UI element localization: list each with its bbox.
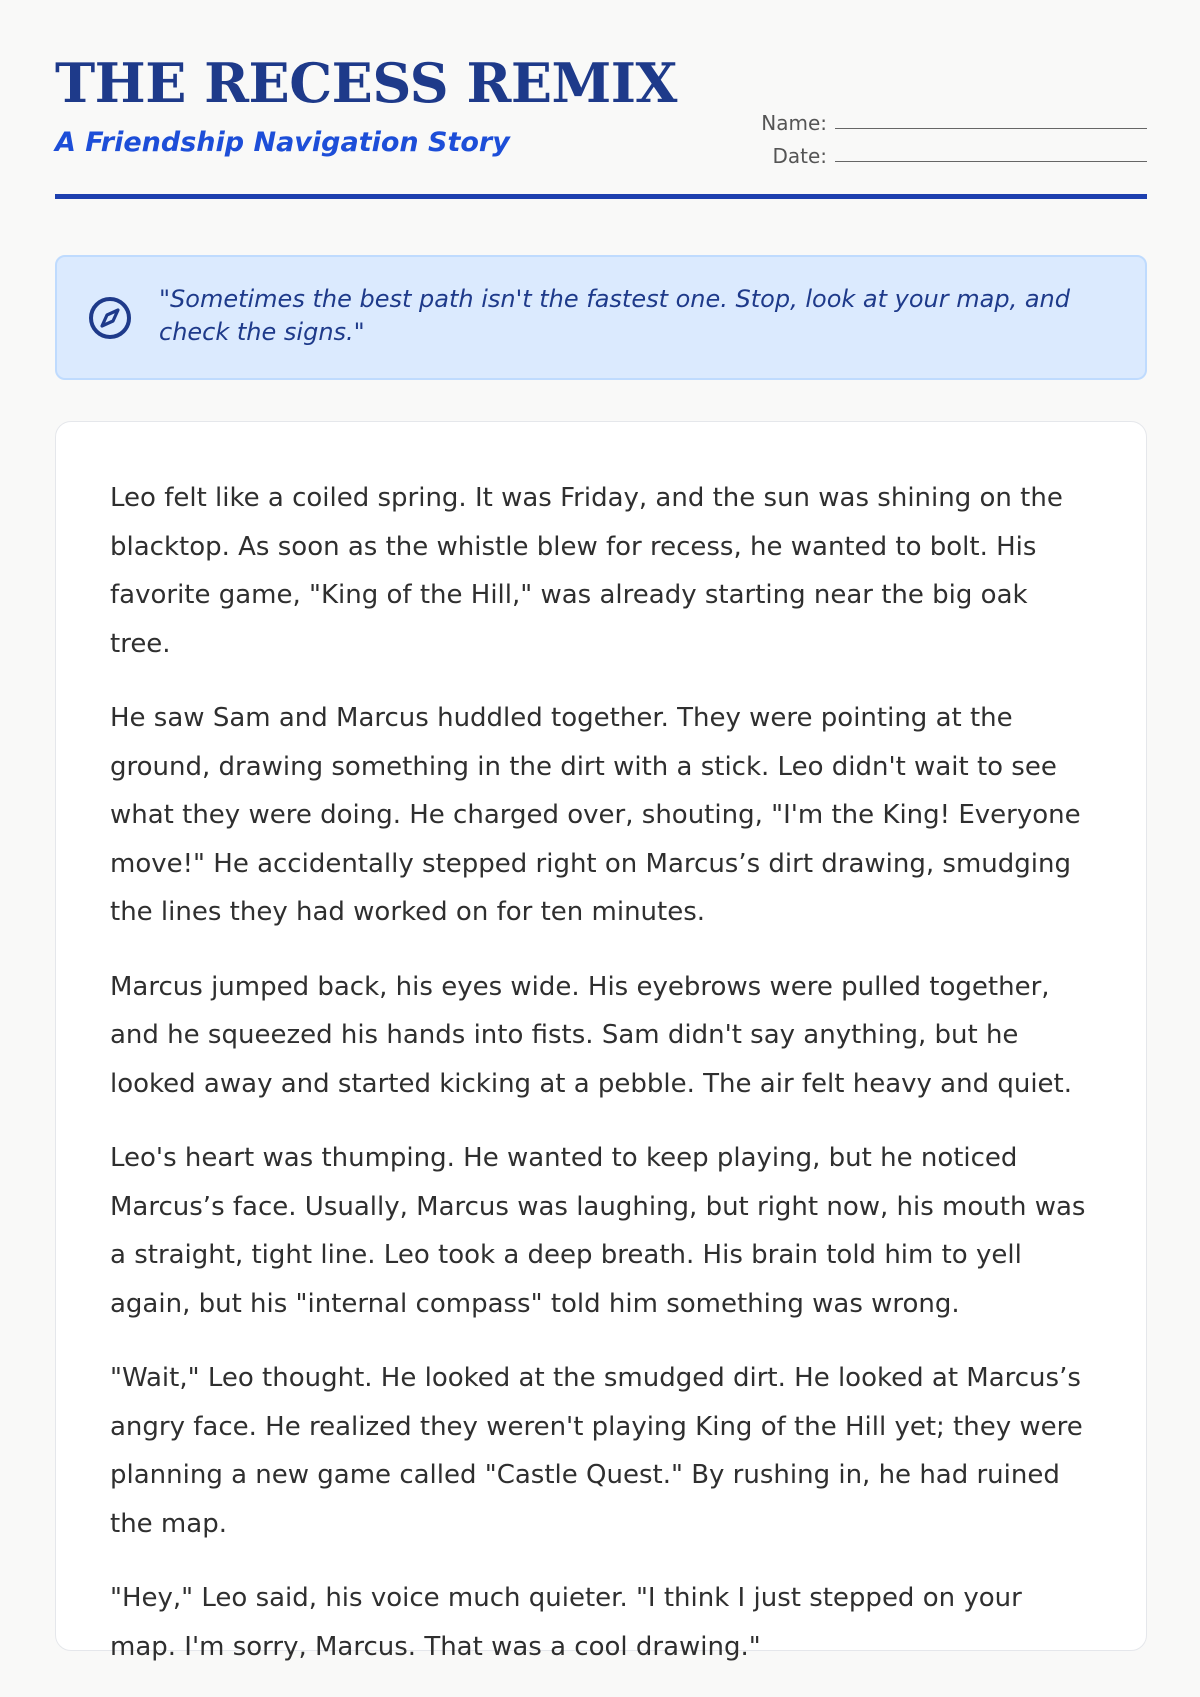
- name-date-fields: [747, 102, 1147, 168]
- name-field[interactable]: [835, 110, 1147, 129]
- page-subtitle: A Friendship Navigation Story: [55, 127, 510, 158]
- quote-text: "Sometimes the best path isn't the fastest one. Stop, look at your map, and check the signs.": [159, 285, 1070, 346]
- story-paragraph: Marcus jumped back, his eyes wide. His eyebrows were pulled together, and he squeezed his hands into fists. Sam didn't say anything, but he looked away and started kicking at a pebble. The air felt heavy and quiet.: [110, 971, 1073, 1099]
- page-title: THE RECESS REMIX: [55, 51, 677, 115]
- header-divider: [55, 194, 1147, 199]
- compass-icon: [87, 295, 133, 341]
- story-paragraph: Leo's heart was thumping. He wanted to keep playing, but he noticed Marcus’s face. Usually, Marcus was laughing, but right now, his mouth was a straight, tight line. Leo took a deep breath. His brain told him to yell again, but his "internal compass" told him something was wrong.: [110, 1143, 1086, 1319]
- story-card: [55, 421, 1147, 1662]
- story-paragraph: "Wait," Leo thought. He looked at the smudged dirt. He looked at Marcus’s angry face. He realized they weren't playing King of the Hill yet; they were planning a new game called "Castle Quest." By rushing in, he had ruined the map.: [110, 1363, 1083, 1539]
- worksheet-header: [55, 50, 1147, 200]
- date-label: Date:: [772, 144, 827, 168]
- date-field[interactable]: [835, 143, 1147, 162]
- story-paragraph: He saw Sam and Marcus huddled together. They were pointing at the ground, drawing something in the dirt with a stick. Leo didn't wait to see what they were doing. He charged over, shouting, "I'm the King! Everyone move!" He accidentally stepped right on Marcus’s dirt drawing, smudging the lines they had worked on for ten minutes.: [110, 703, 1081, 927]
- name-row: [747, 102, 1147, 135]
- story-paragraph: Leo felt like a coiled spring. It was Friday, and the sun was shining on the blacktop. As soon as the whistle blew for recess, he wanted to bolt. His favorite game, "King of the Hill," was already starting near the big oak tree.: [110, 483, 1063, 659]
- quote-callout: [55, 255, 1147, 380]
- story-paragraph: "Hey," Leo said, his voice much quieter. "I think I just stepped on your map. I'm sorry, Marcus. That was a cool drawing.": [110, 1583, 1022, 1662]
- name-label: Name:: [761, 111, 827, 135]
- story-body: [110, 474, 1095, 1697]
- date-row: [747, 135, 1147, 168]
